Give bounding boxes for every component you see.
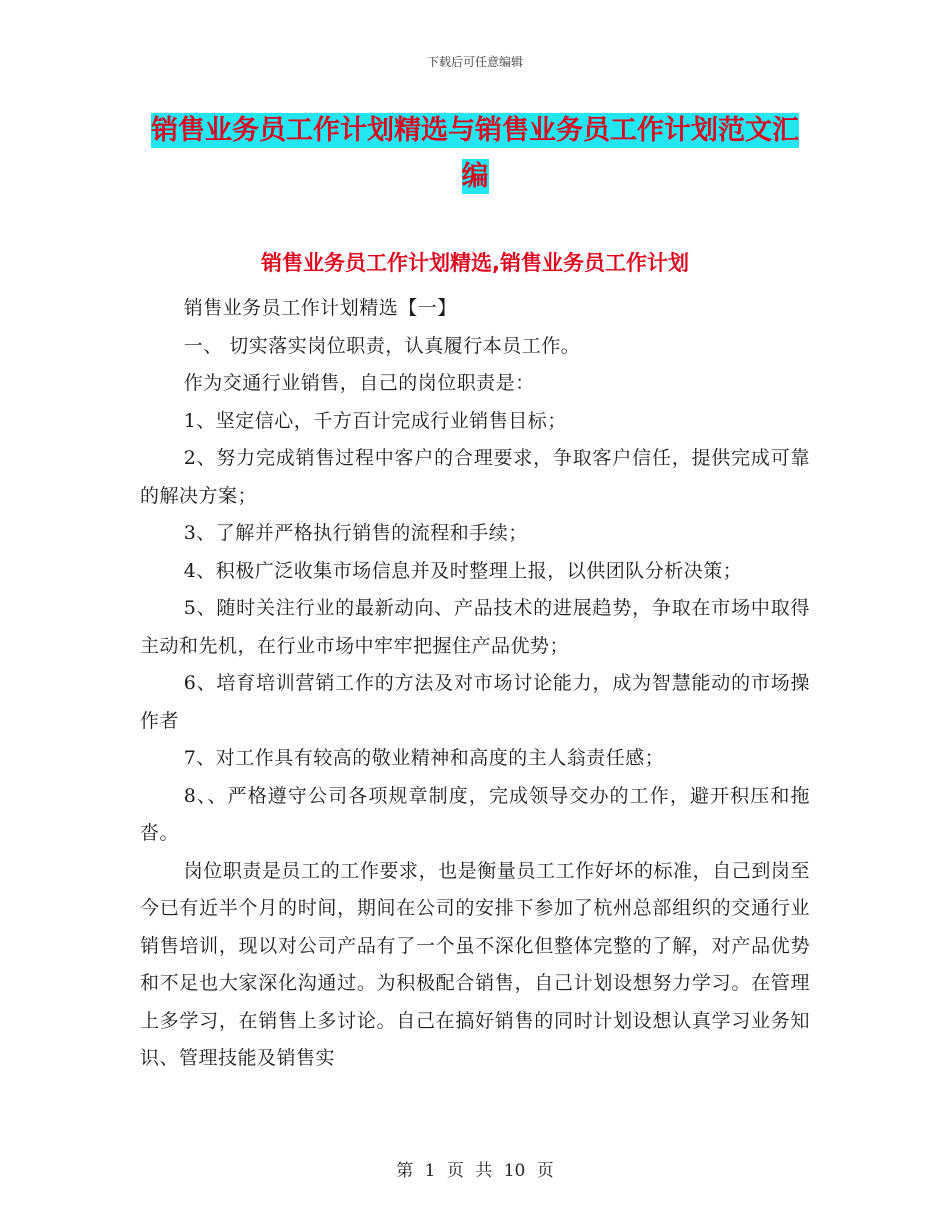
- body-paragraph: 3、了解并严格执行销售的流程和手续；: [183, 522, 528, 544]
- body-paragraph: 2、努力完成销售过程中客户的合理要求，争取客户信任，提供完成可靠的解决方案；: [140, 447, 810, 507]
- page-footer: 第 1 页 共 10 页: [396, 1161, 554, 1181]
- body-paragraph: 1、坚定信心，千方百计完成行业销售目标；: [183, 409, 567, 432]
- document-title: [140, 108, 810, 200]
- body-paragraph: 5、随时关注行业的最新动向、产品技术的进展趋势，争取在市场中取得主动和先机，在行业市场中牢牢把握住产品优势；: [140, 597, 810, 657]
- document-subtitle: 销售业务员工作计划精选,销售业务员工作计划: [261, 251, 689, 275]
- document-body: [140, 290, 810, 1078]
- header-note: 下载后可任意编辑: [426, 55, 523, 69]
- body-paragraph: 6、培育培训营销工作的方法及对市场讨论能力，成为智慧能动的市场操作者: [140, 672, 810, 732]
- body-paragraph: 作为交通行业销售，自己的岗位职责是：: [183, 372, 535, 394]
- body-paragraph: 销售业务员工作计划精选【一】: [183, 297, 457, 319]
- body-paragraph: 一、 切实落实岗位职责，认真履行本员工作。: [183, 334, 581, 357]
- document-title-text: 销售业务员工作计划精选与销售业务员工作计划范文汇编: [151, 115, 799, 192]
- body-paragraph: 4、积极广泛收集市场信息并及时整理上报，以供团队分析决策；: [183, 559, 743, 582]
- body-paragraph: 8、、严格遵守公司各项规章制度，完成领导交办的工作，避开积压和拖沓。: [140, 784, 810, 844]
- body-paragraph: 岗位职责是员工的工作要求，也是衡量员工工作好坏的标准，自己到岗至今已有近半个月的时间，期间在公司的安排下参加了杭州总部组织的交通行业销售培训，现以对公司产品有了一个虽不深化但整体完整的了解，对产品优势和不足也大家深化沟通过。为积极配合销售，自己计划设想努力学习。在管理上多学习，在销售上多讨论。自己在搞好销售的同时计划设想认真学习业务知识、管理技能及销售实: [140, 859, 810, 1069]
- body-paragraph: 7、对工作具有较高的敬业精神和高度的主人翁责任感；: [183, 747, 665, 769]
